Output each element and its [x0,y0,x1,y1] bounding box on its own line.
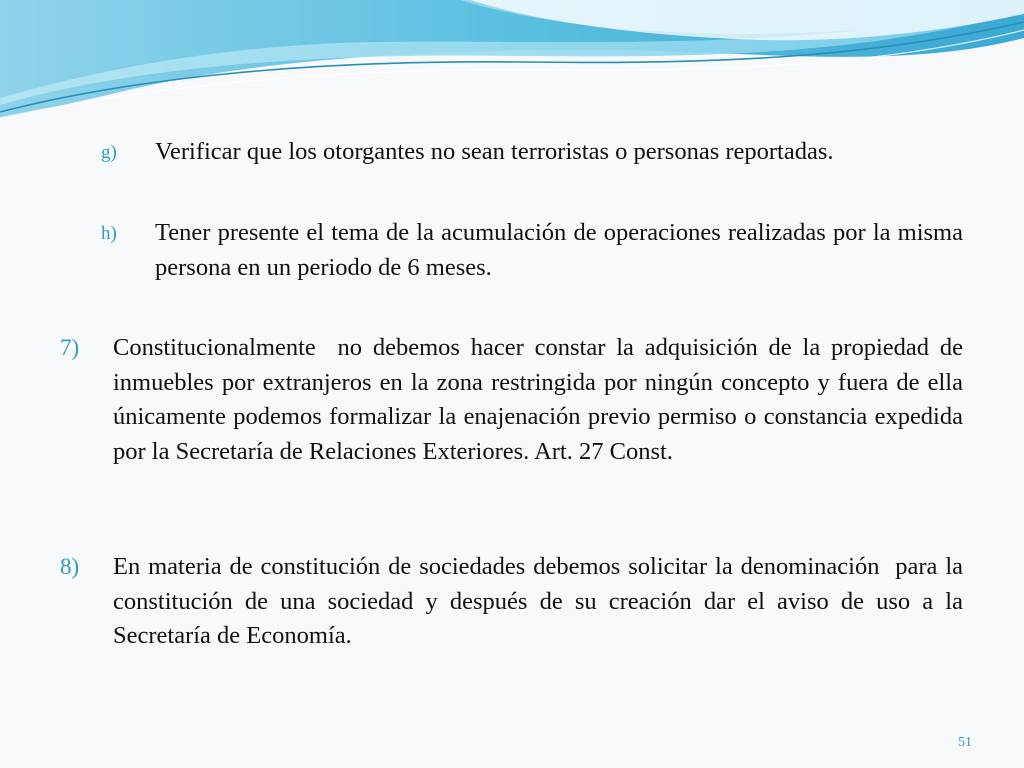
list-text-h: Tener presente el tema de la acumulación de operaciones realizadas por la misma persona en un periodo de 6 meses. [155,219,963,281]
list-item-8 [60,550,970,654]
list-marker-8: 8) [60,554,80,579]
list-item-g [101,135,960,170]
slide-page-number: 51 [958,735,972,750]
list-text-7: Constitucionalmente no debemos hacer constar la adquisición de la propiedad de inmuebles por extranjeros en la zona restringida por ningún concepto y fuera de ella únicamente podemos formalizar la enajenación previo permiso o constancia expedida por la Secretaría de Relaciones Exteriores. Art. 27 Const. [113,334,970,465]
list-item-h [101,216,963,285]
list-marker-g: g) [101,142,117,163]
list-marker-h: h) [101,223,117,244]
list-text-g: Verificar que los otorgantes no sean terroristas o personas reportadas. [155,138,834,165]
list-marker-7: 7) [60,335,80,360]
list-text-8: En materia de constitución de sociedades debemos solicitar la denominación para la constitución de una sociedad y después de su creación dar el aviso de uso a la Secretaría de Economía. [113,553,970,649]
list-item-7 [60,331,970,469]
